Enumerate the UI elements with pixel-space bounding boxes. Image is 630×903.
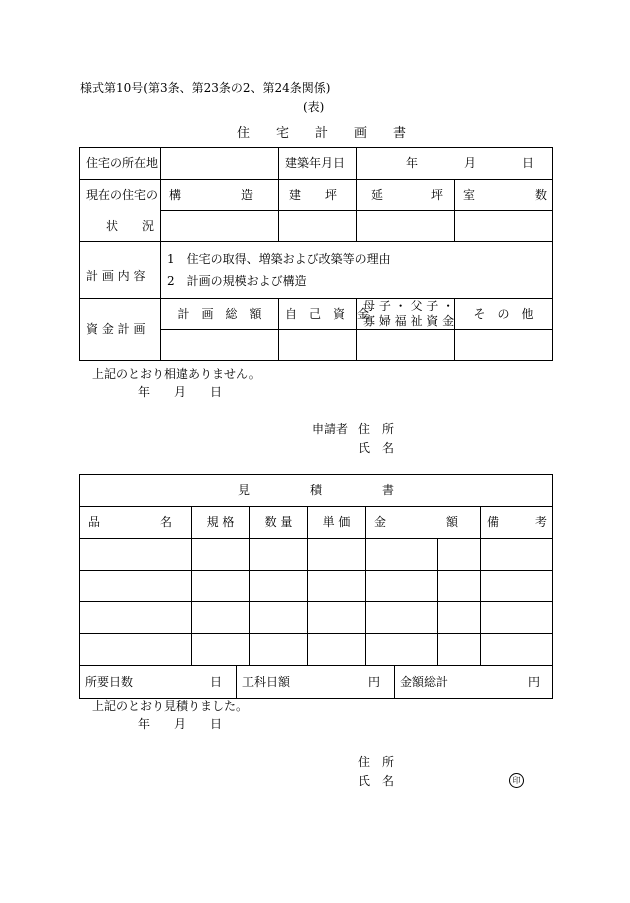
- spec-cell[interactable]: [192, 571, 250, 602]
- applicant-label: 申請者: [312, 422, 349, 436]
- amount-cell[interactable]: [366, 571, 438, 602]
- amount-cell[interactable]: [366, 602, 438, 634]
- qty-header: 数 量: [250, 507, 308, 539]
- rooms-header: 室 数: [455, 180, 553, 211]
- unit-price-cell[interactable]: [308, 634, 366, 666]
- current-housing-label-line2: 状 況: [105, 218, 154, 233]
- welfare-fund-header: [357, 299, 455, 330]
- unit-price-cell[interactable]: [308, 571, 366, 602]
- welfare-fund-value-cell[interactable]: [357, 330, 455, 361]
- estimate-declaration: 上記のとおり見積りました。: [92, 699, 249, 713]
- estimate-row: [80, 602, 553, 634]
- estimator-address-label: 住 所: [358, 755, 395, 769]
- estimate-row: [80, 571, 553, 602]
- qty-cell[interactable]: [250, 571, 308, 602]
- building-area-header: 建 坪: [279, 180, 357, 211]
- plan-content-cell[interactable]: [161, 242, 553, 299]
- remarks-cell[interactable]: [481, 571, 553, 602]
- item-cell[interactable]: [80, 602, 192, 634]
- built-day-label: 日: [522, 156, 535, 171]
- side-label: (表): [303, 100, 325, 114]
- location-label: 住宅の所在地: [80, 148, 161, 180]
- applicant-address-label: 住 所: [358, 422, 395, 436]
- spec-cell[interactable]: [192, 602, 250, 634]
- other-value-cell[interactable]: [455, 330, 553, 361]
- total-label: 金額総計: [400, 674, 449, 689]
- plan-item-2: 2 計画の規模および構造: [167, 274, 307, 288]
- built-date-label: 建築年月日: [279, 148, 357, 180]
- plan-declaration: 上記のとおり相違ありません。: [92, 367, 261, 381]
- seal-mark: 印: [509, 773, 524, 788]
- unit-price-cell[interactable]: [308, 602, 366, 634]
- spec-cell[interactable]: [192, 634, 250, 666]
- plan-title: 住 宅 計 画 書: [237, 126, 407, 141]
- remarks-cell[interactable]: [481, 539, 553, 571]
- estimate-table: [79, 474, 553, 699]
- spec-cell[interactable]: [192, 539, 250, 571]
- housing-plan-table: [79, 147, 553, 361]
- estimate-date-line: 年 月 日: [138, 717, 223, 731]
- amount-fraction-cell[interactable]: [438, 571, 481, 602]
- estimate-row: [80, 539, 553, 571]
- item-header: 品 名: [80, 507, 192, 539]
- days-label: 所要日数: [85, 674, 134, 689]
- built-year-label: 年: [405, 156, 418, 171]
- qty-cell[interactable]: [250, 539, 308, 571]
- remarks-cell[interactable]: [481, 602, 553, 634]
- funding-label: 資 金 計 画: [80, 299, 161, 361]
- daily-wage-unit: 円: [367, 674, 380, 689]
- structure-header: 構 造: [161, 180, 279, 211]
- daily-wage-label: 工科日額: [242, 674, 291, 689]
- current-housing-label-line1: 現在の住宅の: [86, 188, 159, 203]
- daily-wage-cell[interactable]: [237, 666, 395, 698]
- structure-value-cell[interactable]: [161, 211, 279, 242]
- floor-area-header: 延 坪: [357, 180, 455, 211]
- seal-icon: [509, 773, 524, 788]
- summary-row: [80, 666, 553, 699]
- amount-cell[interactable]: [366, 634, 438, 666]
- rooms-value-cell[interactable]: [455, 211, 553, 242]
- welfare-fund-line2: 寡 婦 福 祉 資 金: [363, 314, 455, 328]
- amount-header: 金 額: [366, 507, 481, 539]
- welfare-fund-line1: 母 子 ・ 父 子 ・: [363, 299, 455, 313]
- estimator-name-label: 氏 名: [358, 774, 395, 788]
- amount-fraction-cell[interactable]: [438, 634, 481, 666]
- built-date-cell[interactable]: [357, 148, 553, 180]
- plan-content-label: 計 画 内 容: [80, 242, 161, 299]
- qty-cell[interactable]: [250, 602, 308, 634]
- qty-cell[interactable]: [250, 634, 308, 666]
- current-housing-label: [80, 180, 161, 242]
- own-funds-header: 自 己 資 金: [279, 299, 357, 330]
- amount-fraction-cell[interactable]: [438, 602, 481, 634]
- days-unit: 日: [209, 674, 222, 689]
- total-plan-header: 計 画 総 額: [161, 299, 279, 330]
- plan-item-1: 1 住宅の取得、増築および改築等の理由: [167, 251, 391, 266]
- built-month-label: 月: [463, 156, 476, 171]
- spec-header: 規 格: [192, 507, 250, 539]
- applicant-name-label: 氏 名: [358, 441, 395, 455]
- floor-area-value-cell[interactable]: [357, 211, 455, 242]
- building-area-value-cell[interactable]: [279, 211, 357, 242]
- estimate-title: 見 積 書: [80, 475, 553, 507]
- total-cell[interactable]: [395, 666, 552, 698]
- total-plan-value-cell[interactable]: [161, 330, 279, 361]
- plan-date-line: 年 月 日: [138, 385, 223, 399]
- unit-price-cell[interactable]: [308, 539, 366, 571]
- own-funds-value-cell[interactable]: [279, 330, 357, 361]
- item-cell[interactable]: [80, 634, 192, 666]
- estimate-row: [80, 634, 553, 666]
- amount-fraction-cell[interactable]: [438, 539, 481, 571]
- item-cell[interactable]: [80, 571, 192, 602]
- location-value-cell[interactable]: [161, 148, 279, 180]
- other-header: そ の 他: [455, 299, 553, 330]
- days-cell[interactable]: [80, 666, 237, 698]
- remarks-cell[interactable]: [481, 634, 553, 666]
- remarks-header: 備 考: [481, 507, 553, 539]
- item-cell[interactable]: [80, 539, 192, 571]
- amount-cell[interactable]: [366, 539, 438, 571]
- total-unit: 円: [528, 674, 541, 689]
- unit-price-header: 単 価: [308, 507, 366, 539]
- form-number: 様式第10号(第3条、第23条の2、第24条関係): [80, 81, 331, 95]
